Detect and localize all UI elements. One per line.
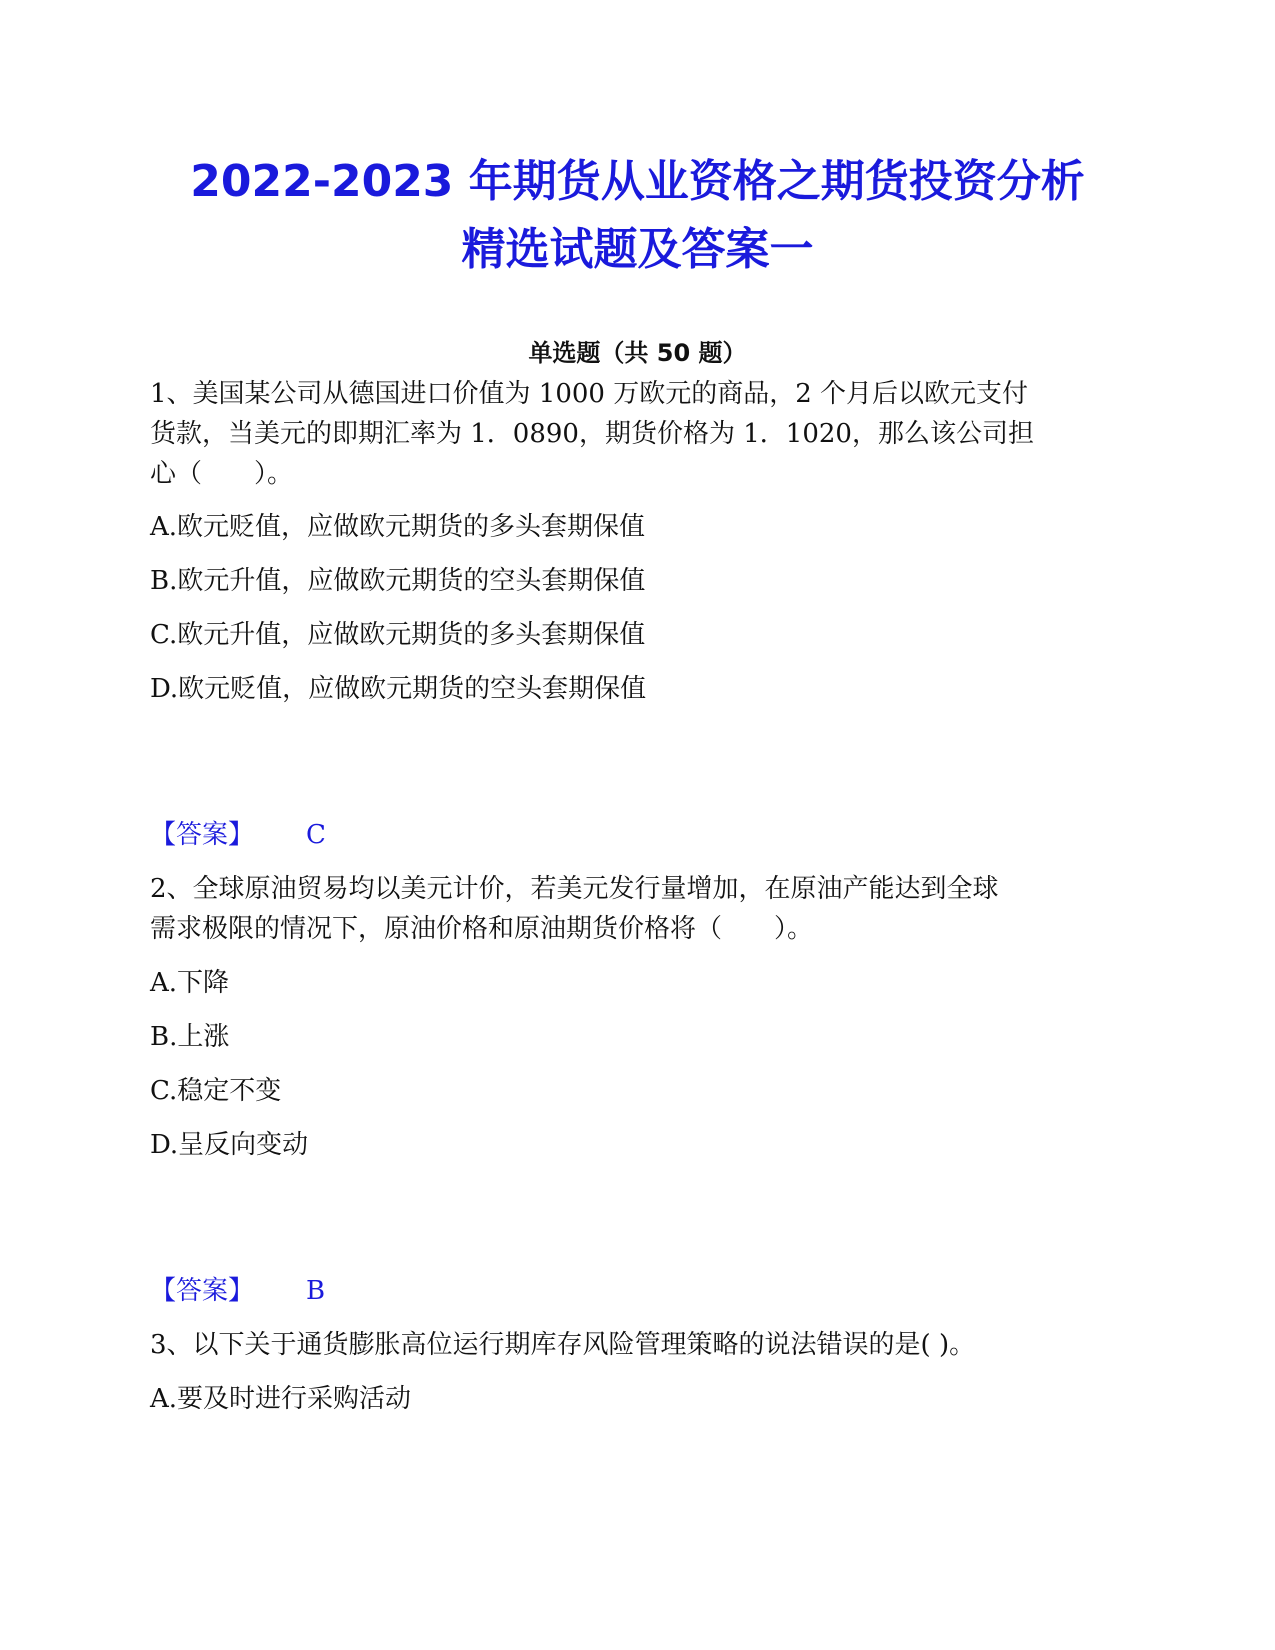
question-1-option-d: D.欧元贬值，应做欧元期货的空头套期保值 <box>150 674 647 704</box>
question-2-stem-line-1: 2、全球原油贸易均以美元计价，若美元发行量增加，在原油产能达到全球 <box>150 874 999 904</box>
question-1-stem-line-3: 心（ ）。 <box>150 459 294 489</box>
question-2-stem-line-2: 需求极限的情况下，原油价格和原油期货价格将（ ）。 <box>150 914 814 944</box>
question-2-option-c: C.稳定不变 <box>150 1076 282 1106</box>
question-3-option-a: A.要及时进行采购活动 <box>150 1384 412 1414</box>
document-title-line-1: 2022-2023 年期货从业资格之期货投资分析 <box>190 156 1085 207</box>
question-1-option-c: C.欧元升值，应做欧元期货的多头套期保值 <box>150 620 646 650</box>
question-2-answer <box>150 1273 1150 1309</box>
question-1-answer <box>150 817 1150 853</box>
question-2-option-b: B.上涨 <box>150 1022 230 1052</box>
section-heading: 单选题（共 50 题） <box>528 339 747 367</box>
answer-label: 【答案】 <box>150 1276 255 1306</box>
question-3-stem-line-1: 3、以下关于通货膨胀高位运行期库存风险管理策略的说法错误的是( )。 <box>150 1330 976 1360</box>
document-title-line-2: 精选试题及答案一 <box>461 224 814 275</box>
question-1-option-a: A.欧元贬值，应做欧元期货的多头套期保值 <box>150 512 646 542</box>
answer-value: C <box>306 820 326 850</box>
answer-label: 【答案】 <box>150 820 255 850</box>
question-2-option-a: A.下降 <box>150 968 230 998</box>
question-1-option-b: B.欧元升值，应做欧元期货的空头套期保值 <box>150 566 646 596</box>
question-1-stem-line-2: 货款，当美元的即期汇率为 1．0890，期货价格为 1．1020，那么该公司担 <box>150 419 1034 449</box>
question-2-option-d: D.呈反向变动 <box>150 1130 309 1160</box>
question-1-stem-line-1: 1、美国某公司从德国进口价值为 1000 万欧元的商品，2 个月后以欧元支付 <box>150 379 1029 409</box>
answer-value: B <box>306 1276 326 1306</box>
